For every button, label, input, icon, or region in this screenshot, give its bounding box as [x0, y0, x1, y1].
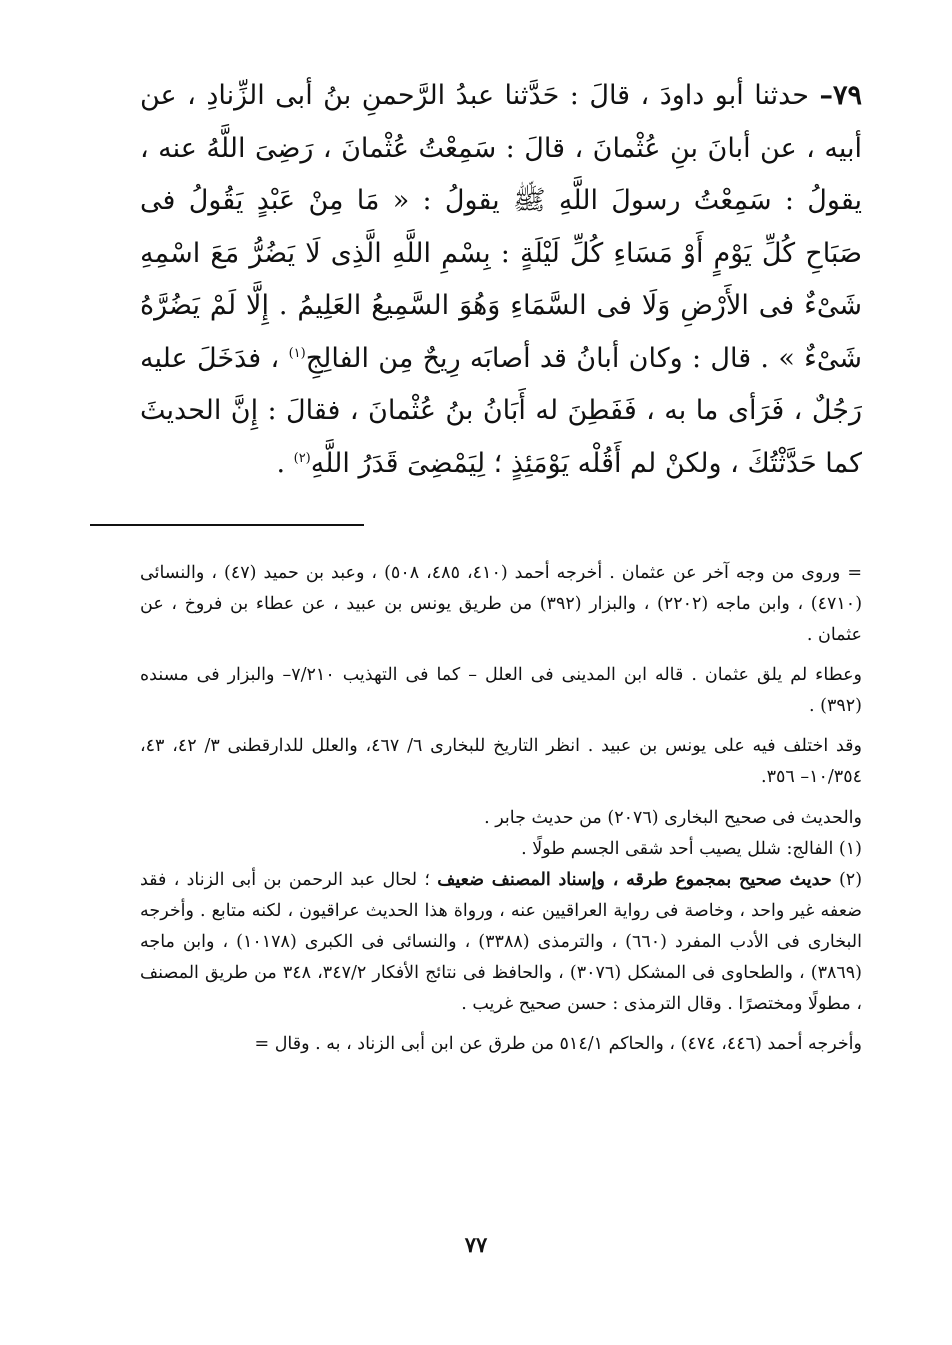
footnote-continuation-4: والحديث فى صحيح البخارى (٢٠٧٦) من حديث جابر .	[484, 808, 862, 828]
hadith-paragraph	[140, 70, 862, 490]
hadith-number: ٧٩–	[819, 80, 862, 111]
hadith-text	[140, 70, 862, 490]
footnote-2-body: ؛ لحال عبد الرحمن بن أبى الزناد ، فقد ضعفه غير واحد ، وخاصة فى رواية العراقيين عنه ، ورواة هذا الحديث عراقيون ، لكنه متابع . وأخرجه البخارى فى الأدب المفرد (٦٦٠) ، والترمذى (٣٣٨٨) ، والنسائى فى الكبرى (١٠١٧٨) ، وابن ماجه (٣٨٦٩) ، والطحاوى فى المشكل (٣٠٧٦) ، والحافظ فى نتائج الأفكار ٣٤٧/٢، ٣٤٨ من طريق المصنف ، مطولًا ومختصرًا . وقال الترمذى : حسن صحيح غريب .	[140, 870, 862, 1014]
footnote-2-verdict: حديث صحيح بمجموع طرقه ، وإسناد المصنف ضعيف	[437, 870, 832, 890]
hadith-body: حدثنا أبو داودَ ، قالَ : حَدَّثنا عبدُ الرَّحمنِ بنُ أبى الزِّنادِ ، عن أبيه ، عن أبانَ بنِ عُثْمانَ ، قالَ : سَمِعْتُ عُثْمانَ ، رَضِىَ اللَّهُ عنه ، يقولُ : سَمِعْتُ رسولَ اللَّهِ ﷺ يقولُ : « مَا مِنْ عَبْدٍ يَقُولُ فى صَبَاحِ كُلِّ يَوْمٍ أَوْ مَسَاءِ كُلِّ لَيْلَةٍ : بِسْمِ اللَّهِ الَّذِى لَا يَضُرُّ مَعَ اسْمِهِ شَىْءٌ فى الأَرْضِ وَلَا فى السَّمَاءِ وَهُوَ السَّمِيعُ العَلِيمُ . إِلَّا لَمْ يَضُرَّهُ شَىْءٌ » . قال : وكان أبانُ قد أصابَه رِيحٌ مِن الفالِجِ	[140, 80, 862, 374]
footnote-marker-1: (١)	[288, 345, 306, 361]
footnote-continuation-1: = وروى من وجه آخر عن عثمان . أخرجه أحمد (٤١٠، ٤٨٥، ٥٠٨) ، وعبد بن حميد (٤٧) ، والنسائى (٤٧١٠) ، وابن ماجه (٢٢٠٢) ، والبزار (٣٩٢) من طريق يونس بن عبيد ، عن عطاء بن فروخ ، عن عثمان .	[140, 563, 863, 645]
hadith-body-end: .	[276, 447, 294, 479]
footnote-2	[140, 865, 862, 1020]
footnote-2-number: (٢)	[831, 870, 863, 890]
footnote-continuation-2: وعطاء لم يلق عثمان . قاله ابن المدينى فى العلل – كما فى التهذيب ٧/٢١٠– والبزار فى مسنده (٣٩٢) .	[140, 665, 862, 716]
footnote-continuation-3: وقد اختلف فيه على يونس بن عبيد . انظر التاريخ للبخارى ٦/ ٤٦٧، والعلل للدارقطنى ٣/ ٤٢، ٤٣، ١٠/٣٥٤– ٣٥٦.	[140, 736, 862, 787]
footnote-1: (١) الفالج: شلل يصيب أحد شقى الجسم طولًا .	[521, 839, 862, 859]
footnote-marker-2: (٢)	[293, 450, 311, 466]
footnote-separator	[90, 524, 364, 526]
hadith-body-continued: ، فدَخَلَ عليه رَجُلٌ ، فَرَأى ما به ، فَفَطِنَ له أَبَانُ بنُ عُثْمانَ ، فقالَ : إِنَّ الحديثَ كما حَدَّثْتُكَ ، ولكنْ لم أَقُلْه يَوْمَئِذٍ ؛ لِيَمْضِىَ قَدَرُ اللَّهِ	[140, 342, 862, 479]
page-number: ٧٧	[464, 1232, 488, 1257]
footnotes	[140, 558, 862, 1060]
footnote-2-continued: وأخرجه أحمد (٤٤٦، ٤٧٤) ، والحاكم ٥١٤/١ من طرق عن ابن أبى الزناد ، به . وقال =	[254, 1034, 862, 1054]
